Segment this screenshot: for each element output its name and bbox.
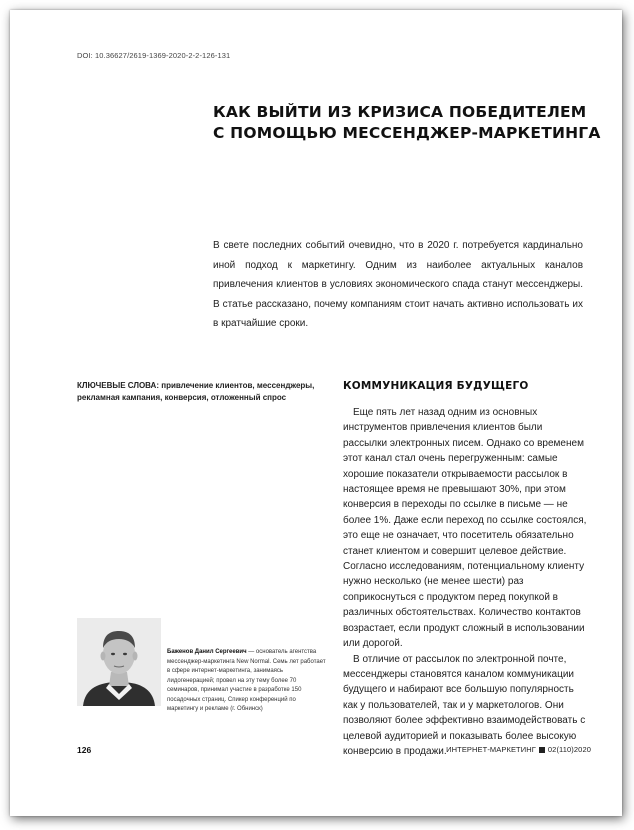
article-title-line-2: С ПОМОЩЬЮ МЕССЕНДЖЕР-МАРКЕТИНГА	[213, 124, 601, 142]
body-paragraph: Еще пять лет назад одним из основных инструментов привлечения клиентов были рассылки электронных писем. Однако со временем этот канал стал очень перегруженным: самые хорошие показатели открываемости рассылок в настоящее время не превышают 30%, при этом конверсия в переходы по ссылке в письме — не более 1%. Даже если переход по ссылке состоялся, это еще не означает, что посетитель обязательно станет клиентом и совершит целевое действие. Согласно исследованиям, потенциальному клиенту нужно несколько (не менее шести) раз соприкоснуться с продуктом перед покупкой в различных обстоятельствах. Количество контактов возрастает, если продукт сложный в использовании или дорогой.	[343, 407, 587, 650]
author-portrait-icon	[77, 618, 161, 706]
journal-name: ИНТЕРНЕТ-МАРКЕТИНГ	[446, 745, 536, 754]
page-number: 126	[77, 745, 92, 755]
author-name: Баженов Данил Сергеевич	[167, 649, 247, 655]
keywords-text: привлечение клиентов, мессенджеры, рекламная кампания, конверсия, отложенный спрос	[77, 381, 315, 402]
keywords-label: КЛЮЧЕВЫЕ СЛОВА:	[77, 381, 159, 390]
square-bullet-icon	[539, 747, 545, 753]
abstract: В свете последних событий очевидно, что в 2020 г. потребуется кардинально иной подход к маркетингу. Одним из наиболее актуальных каналов привлечения клиентов в условиях экономического спада станут мессенджеры. В статье рассказано, почему компаниям стоит начать активно использовать их в кратчайшие сроки.	[213, 240, 583, 329]
body-paragraph: В отличие от рассылок по электронной почте, мессенджеры становятся каналом коммуникации будущего и набирают все большую популярность как у пользователей, так и у маркетологов. Они позволяют более эффективно взаимодействовать с целевой аудиторией и показывать более высокую конверсию в продажи.	[343, 653, 586, 757]
author-photo	[77, 618, 161, 706]
journal-page	[10, 10, 622, 816]
author-description: — основатель агентства мессенджер-маркетинга New Normal. Семь лет работает в сфере интернет-маркетинга, занимаясь лидогенерацией; провел на эту тему более 70 семинаров, принимал участие в разработке 150 посадочных страниц. Спикер конференций по маркетингу и рекламе (г. Обнинск)	[167, 649, 326, 712]
keywords	[77, 380, 327, 404]
journal-issue: 02(110)2020	[547, 745, 591, 754]
author-bio	[167, 648, 327, 715]
article-title-line-1: КАК ВЫЙТИ ИЗ КРИЗИСА ПОБЕДИТЕЛЕМ	[213, 103, 587, 121]
journal-footer	[446, 745, 591, 754]
body-text	[343, 405, 588, 759]
section-heading: КОММУНИКАЦИЯ БУДУЩЕГО	[343, 380, 529, 392]
doi: DOI: 10.36627/2619-1369-2020-2-2-126-131	[77, 51, 231, 60]
article-title	[213, 102, 603, 144]
